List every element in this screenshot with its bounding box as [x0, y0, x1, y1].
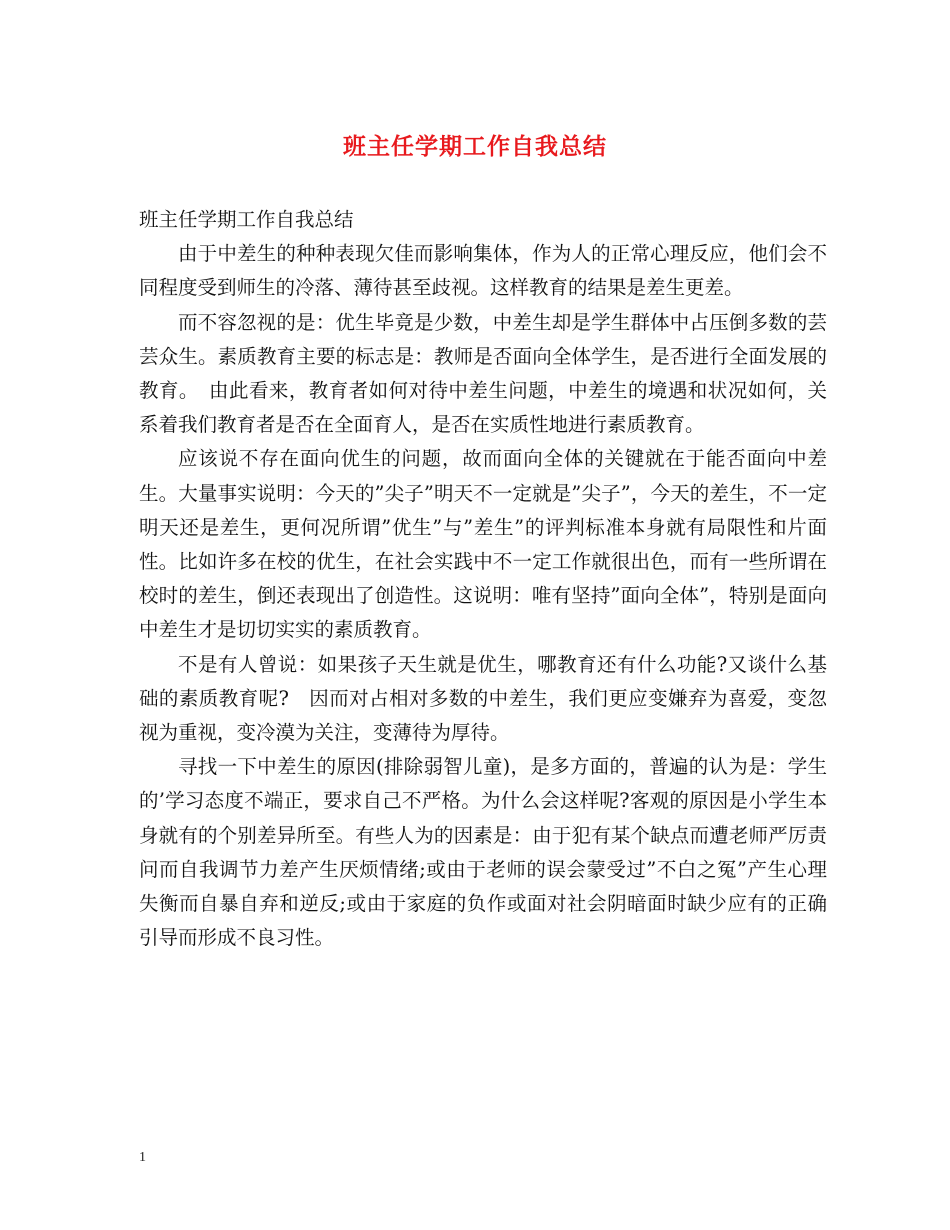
document-title: 班主任学期工作自我总结 — [343, 133, 607, 160]
document-body — [139, 203, 827, 955]
page-number: 1 — [139, 1150, 146, 1165]
document-subtitle: 班主任学期工作自我总结 — [139, 208, 354, 231]
paragraph-5: 寻找一下中差生的原因(排除弱智儿童)，是多方面的，普遍的认为是：学生的’学习态度不端正，要求自己不严格。为什么会这样呢?客观的原因是小学生本身就有的个别差异所至。有些人为的因素是：由于犯有某个缺点而遭老师严厉责问而自我调节力差产生厌烦情绪;或由于老师的误会蒙受过”不白之冤”产生心理失衡而自暴自弃和逆反;或由于家庭的负作或面对社会阴暗面时缺少应有的正确引导而形成不良习性。 — [139, 755, 827, 950]
paragraph-3: 应该说不存在面向优生的问题，故而面向全体的关键就在于能否面向中差生。大量事实说明：今天的”尖子”明天不一定就是”尖子”，今天的差生，不一定明天还是差生，更何况所谓”优生”与”差生”的评判标准本身就有局限性和片面性。比如许多在校的优生，在社会实践中不一定工作就很出色，而有一些所谓在校时的差生，倒还表现出了创造性。这说明：唯有坚持”面向全体”，特别是面向中差生才是切切实实的素质教育。 — [139, 447, 827, 642]
paragraph-1: 由于中差生的种种表现欠佳而影响集体，作为人的正常心理反应，他们会不同程度受到师生的冷落、薄待甚至歧视。这样教育的结果是差生更差。 — [139, 242, 827, 300]
paragraph-4: 不是有人曾说：如果孩子天生就是优生，哪教育还有什么功能?又谈什么基础的素质教育呢? 因而对占相对多数的中差生，我们更应变嫌弃为喜爱，变忽视为重视，变冷漠为关注，变薄待为厚待。 — [139, 652, 827, 745]
paragraph-2: 而不容忽视的是：优生毕竟是少数，中差生却是学生群体中占压倒多数的芸芸众生。素质教育主要的标志是：教师是否面向全体学生，是否进行全面发展的教育。 由此看来，教育者如何对待中差生问题，中差生的境遇和状况如何，关系着我们教育者是否在全面育人，是否在实质性地进行素质教育。 — [139, 310, 827, 437]
